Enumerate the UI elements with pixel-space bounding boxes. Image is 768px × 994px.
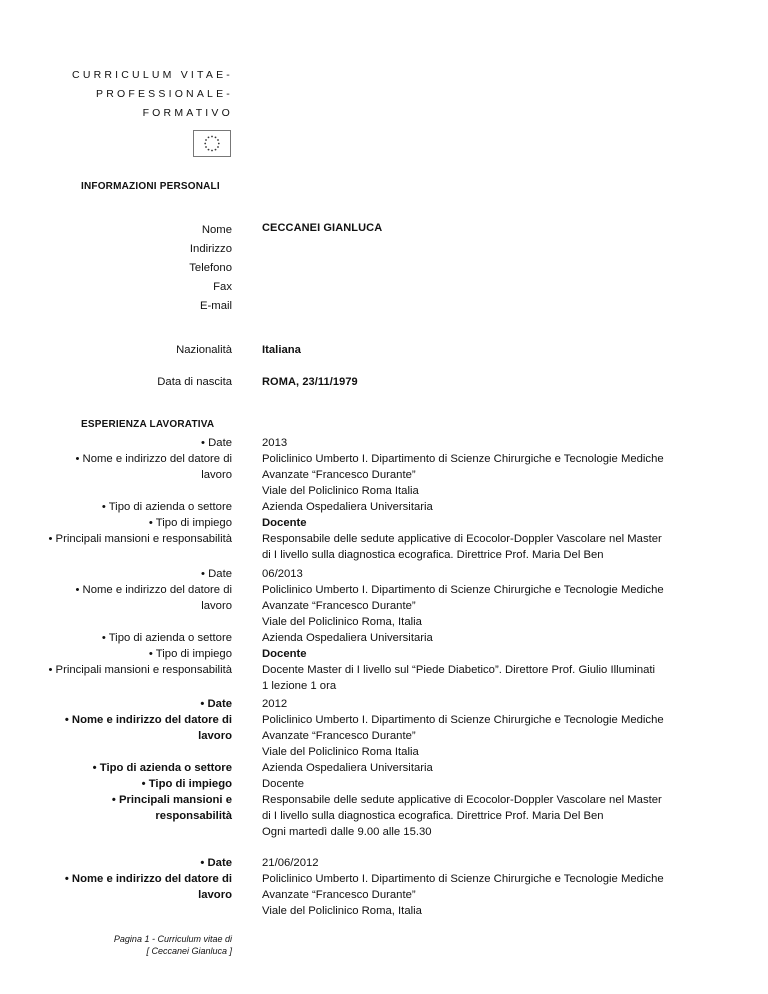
- entry1-job-type: Docente: [262, 517, 307, 529]
- entry1-address: Viale del Policlinico Roma Italia: [262, 485, 419, 497]
- entry2-duties-2: 1 lezione 1 ora: [262, 680, 337, 692]
- label-indirizzo: Indirizzo: [189, 243, 232, 255]
- cv-title-line-2: PROFESSIONALE-: [96, 88, 233, 100]
- entry3-duties-2: di I livello sulla diagnostica ecografica. Direttrice Prof. Maria Del Ben: [262, 810, 604, 822]
- entry1-sector: Azienda Ospedaliera Universitaria: [262, 501, 433, 513]
- footer-prefix: Pagina: [113, 934, 145, 944]
- footer-name: [ Ceccanei Gianluca ]: [146, 946, 232, 956]
- label-email: E-mail: [199, 300, 232, 312]
- entry4-label-employer-2: lavoro: [198, 889, 232, 901]
- entry2-address: Viale del Policlinico Roma, Italia: [262, 616, 422, 628]
- entry3-label-duties: • Principali mansioni e: [111, 794, 232, 806]
- entry2-employer: Policlinico Umberto I. Dipartimento di Scienze Chirurgiche e Tecnologie Mediche: [262, 584, 664, 596]
- entry1-label-job-type: • Tipo di impiego: [148, 517, 232, 529]
- entry3-label-employer: • Nome e indirizzo del datore di: [64, 714, 232, 726]
- entry2-employer-2: Avanzate “Francesco Durante”: [262, 600, 416, 612]
- entry3-label-sector: • Tipo di azienda o settore: [92, 762, 232, 774]
- entry3-date: 2012: [262, 698, 288, 710]
- entry4-employer: Policlinico Umberto I. Dipartimento di Scienze Chirurgiche e Tecnologie Mediche: [262, 873, 664, 885]
- label-telefono: Telefono: [189, 262, 232, 274]
- label-data-nascita: Data di nascita: [157, 376, 232, 388]
- entry1-employer: Policlinico Umberto I. Dipartimento di Scienze Chirurgiche e Tecnologie Mediche: [262, 453, 664, 465]
- entry2-label-date: • Date: [201, 568, 232, 580]
- entry2-date: 06/2013: [262, 568, 303, 580]
- page-footer: [100, 933, 232, 957]
- entry2-content: [262, 566, 682, 694]
- label-nazionalita: Nazionalità: [176, 344, 232, 356]
- entry1-label-duties: • Principali mansioni e responsabilità: [48, 533, 232, 545]
- entry2-label-employer-2: lavoro: [201, 600, 232, 612]
- entry1-label-employer: • Nome e indirizzo del datore di: [75, 453, 232, 465]
- entry1-duties-2: di I livello sulla diagnostica ecografica. Direttrice Prof. Maria Del Ben: [262, 549, 604, 561]
- personal-labels: [189, 222, 232, 317]
- entry1-date: 2013: [262, 437, 288, 449]
- entry3-label-duties-2: responsabilità: [155, 810, 232, 822]
- entry3-duties: Responsabile delle sedute applicative di Ecocolor-Doppler Vascolare nel Master: [262, 794, 662, 806]
- entry4-employer-2: Avanzate “Francesco Durante”: [262, 889, 416, 901]
- entry4-label-employer: • Nome e indirizzo del datore di: [64, 873, 232, 885]
- entry2-job-type: Docente: [262, 648, 307, 660]
- birth-value: ROMA, 23/11/1979: [262, 376, 358, 388]
- entry3-label-date: • Date: [200, 698, 232, 710]
- entry4-address: Viale del Policlinico Roma, Italia: [262, 905, 422, 917]
- label-fax: Fax: [213, 281, 232, 293]
- work-experience-heading: ESPERIENZA LAVORATIVA: [81, 419, 215, 430]
- entry4-label-date: • Date: [200, 857, 232, 869]
- footer-suffix: - Curriculum vitae di: [149, 934, 232, 944]
- entry3-sector: Azienda Ospedaliera Universitaria: [262, 762, 433, 774]
- entry3-employer-2: Avanzate “Francesco Durante”: [262, 730, 416, 742]
- entry3-label-employer-2: lavoro: [198, 730, 232, 742]
- entry2-labels: [48, 566, 232, 678]
- entry3-label-job-type: • Tipo di impiego: [141, 778, 232, 790]
- cv-title-line-1: CURRICULUM VITAE-: [72, 69, 233, 81]
- footer-page-number: 1: [144, 934, 150, 944]
- entry1-duties: Responsabile delle sedute applicative di Ecocolor-Doppler Vascolare nel Master: [262, 533, 662, 545]
- entry4-content: [262, 855, 682, 919]
- entry3-labels: [65, 696, 232, 824]
- entry2-label-job-type: • Tipo di impiego: [148, 648, 232, 660]
- entry4-date: 21/06/2012: [262, 857, 319, 869]
- personal-name-value: [262, 220, 682, 236]
- entry3-content: [262, 696, 682, 840]
- name-value: CECCANEI GIANLUCA: [262, 222, 383, 234]
- entry3-employer: Policlinico Umberto I. Dipartimento di Scienze Chirurgiche e Tecnologie Mediche: [262, 714, 664, 726]
- entry3-schedule: Ogni martedì dalle 9.00 alle 15.30: [262, 826, 432, 838]
- personal-info-heading: INFORMAZIONI PERSONALI: [81, 181, 220, 192]
- entry2-duties: Docente Master di I livello sul “Piede Diabetico”. Direttore Prof. Giulio Illuminati: [262, 664, 656, 676]
- entry3-address: Viale del Policlinico Roma Italia: [262, 746, 419, 758]
- entry1-label-date: • Date: [201, 437, 232, 449]
- entry1-labels: [48, 435, 232, 547]
- cv-title: [0, 66, 233, 123]
- entry1-label-employer-2: lavoro: [201, 469, 232, 481]
- entry4-labels: [65, 855, 232, 903]
- entry2-label-sector: • Tipo di azienda o settore: [101, 632, 232, 644]
- entry1-content: [262, 435, 682, 563]
- entry2-sector: Azienda Ospedaliera Universitaria: [262, 632, 433, 644]
- nationality-value: Italiana: [262, 344, 301, 356]
- entry2-label-employer: • Nome e indirizzo del datore di: [75, 584, 232, 596]
- eu-flag-icon: [193, 130, 231, 157]
- entry2-label-duties: • Principali mansioni e responsabilità: [48, 664, 232, 676]
- label-nome: Nome: [201, 224, 232, 236]
- cv-title-line-3: FORMATIVO: [142, 107, 233, 119]
- entry1-label-sector: • Tipo di azienda o settore: [101, 501, 232, 513]
- entry3-job-type: Docente: [262, 778, 305, 790]
- entry1-employer-2: Avanzate “Francesco Durante”: [262, 469, 416, 481]
